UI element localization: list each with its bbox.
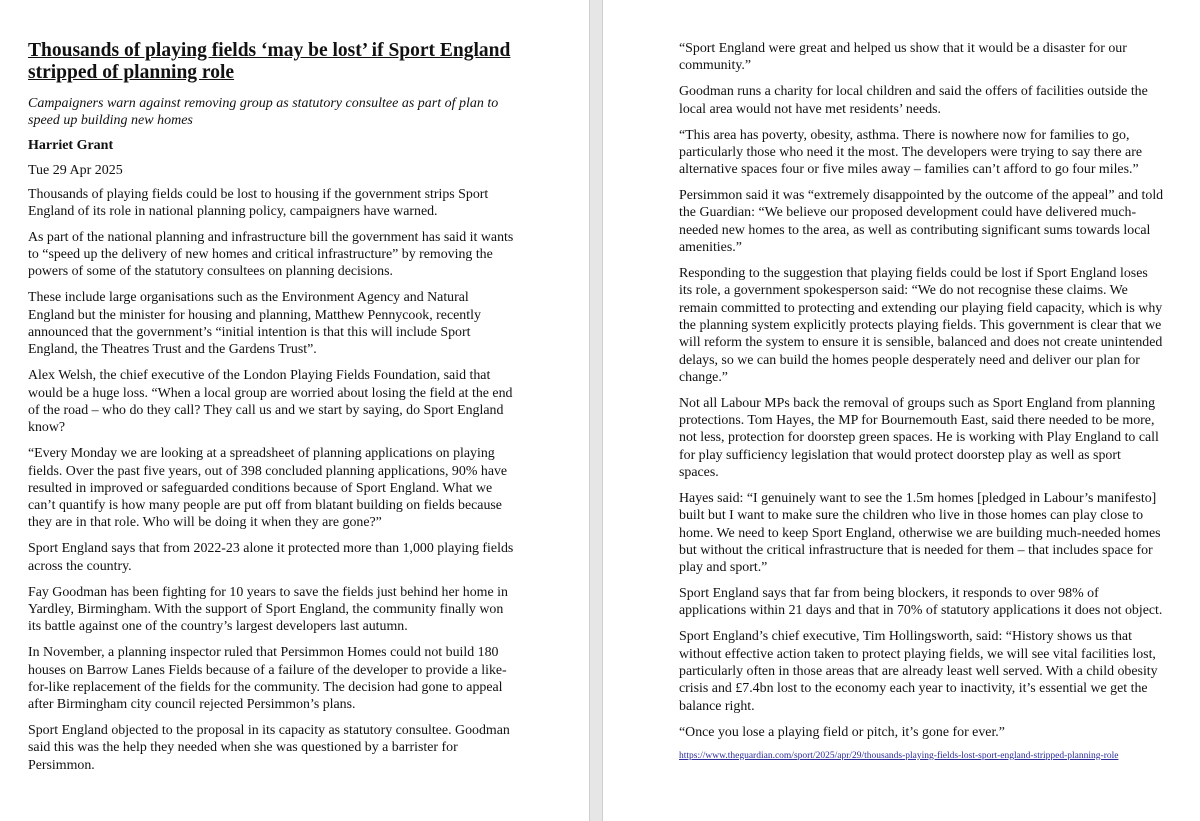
article-date: Tue 29 Apr 2025 [28, 162, 123, 178]
document-page-1 [0, 0, 589, 821]
paragraph: “Once you lose a playing field or pitch, it’s gone for ever.” [679, 724, 1005, 740]
source-link[interactable]: https://www.theguardian.com/sport/2025/apr/29/thousands-playing-fields-lost-sport-england-stripped-planning-role [679, 750, 1119, 761]
paragraph: Sport England says that far from being blockers, it responds to over 98% of applications within 21 days and that in 70% of statutory applications it does not object. [679, 586, 1163, 619]
paragraph: Not all Labour MPs back the removal of groups such as Sport England from planning protections. Tom Hayes, the MP for Bournemouth East, said there needed to be more, not less, protection for doorstep green spaces. He is working with Play England to call for play sufficiency legislation that would protect doorstep play as well as sport spaces. [679, 395, 1159, 480]
paragraph: Hayes said: “I genuinely want to see the 1.5m homes [pledged in Labour’s manifesto] built but I want to make sure the children who live in those homes can play close to home. We need to keep Sport England, otherwise we are building much-needed homes but without the critical infrastructure that is needed for them – that includes space for play and sport.” [679, 490, 1161, 576]
paragraph: “This area has poverty, obesity, asthma. There is nowhere now for families to go, particularly those who need it the most. The developers were trying to say there are alternative spaces four or five miles away – families can’t afford to go four miles.” [679, 127, 1142, 178]
paragraph: As part of the national planning and infrastructure bill the government has said it wants to “speed up the delivery of new homes and critical infrastructure” by removing the powers of some of the statutory consultees on planning decisions. [28, 229, 514, 280]
page-gutter [589, 0, 603, 821]
paragraph: Goodman runs a charity for local children and said the offers of facilities outside the local area would not have met residents’ needs. [679, 84, 1148, 117]
article-author: Harriet Grant [28, 137, 114, 153]
paragraph: Sport England objected to the proposal in its capacity as statutory consultee. Goodman said this was the help they needed when she was questioned by a barrister for Persimmon. [28, 723, 510, 773]
paragraph: In November, a planning inspector ruled that Persimmon Homes could not build 180 houses on Barrow Lanes Fields because of a failure of the developer to provide a like-for-like replacement of the fields for the community. The decision had gone to appeal after Birmingham city council rejected Persimmon’s plans. [28, 645, 507, 713]
paragraph: Sport England’s chief executive, Tim Hollingsworth, said: “History shows us that without effective action taken to protect playing fields, we will see vital facilities lost, particularly often in those areas that are already least well served. With a child obesity crisis and £7.4bn lost to the economy each year to inactivity, it’s essential we get the balance right. [679, 629, 1158, 714]
document-page-2 [603, 0, 1200, 821]
paragraph: Alex Welsh, the chief executive of the London Playing Fields Foundation, said that would be a huge loss. “When a local group are worried about losing the field at the end of the road – who do they call? They call us and we start by saying, do Sport England know? [28, 368, 513, 436]
paragraph: Thousands of playing fields could be lost to housing if the government strips Sport England of its role in national planning policy, campaigners have warned. [28, 186, 489, 219]
paragraph: “Sport England were great and helped us show that it would be a disaster for our community.” [679, 41, 1127, 74]
paragraph: Responding to the suggestion that playing fields could be lost if Sport England loses its role, a government spokesperson said: “We do not recognise these claims. We remain committed to protecting and extending our playing field capacity, which is why the planning system explicitly protects playing fields. This government is clear that we will reform the system to ensure it is sensible, balanced and does not create unintended delays, so we can build the homes people desperately need and deliver our plan for change.” [679, 266, 1163, 385]
paragraph: Fay Goodman has been fighting for 10 years to save the fields just behind her home in Yardley, Birmingham. With the support of Sport England, the community finally won its battle against one of the country’s largest developers last autumn. [28, 584, 508, 635]
paragraph: Persimmon said it was “extremely disappointed by the outcome of the appeal” and told the Guardian: “We believe our proposed development could have delivered much-needed new homes to the area, as well as contributing significant sums towards local amenities.” [679, 188, 1164, 256]
article-title: Thousands of playing fields ‘may be lost’ if Sport England stripped of planning role [28, 40, 511, 83]
page-1-column [28, 40, 518, 783]
page-2-column [679, 40, 1164, 762]
article-standfirst: Campaigners warn against removing group as statutory consultee as part of plan to speed up building new homes [28, 96, 499, 129]
paragraph: These include large organisations such as the Environment Agency and Natural England but the minister for housing and planning, Matthew Pennycook, recently announced that the government’s “initial intention is that this will include Sport England, the Theatres Trust and the Gardens Trust”. [28, 290, 481, 358]
paragraph: “Every Monday we are looking at a spreadsheet of planning applications on playing fields. Over the past five years, out of 398 concluded planning applications, 90% have resulted in improved or safeguarded conditions because of Sport England. What we can’t quantify is how many people are put off from blatant building on fields because they are in that role. Who will be doing it when they are gone?” [28, 446, 508, 531]
paragraph: Sport England says that from 2022-23 alone it protected more than 1,000 playing fields across the country. [28, 541, 514, 574]
